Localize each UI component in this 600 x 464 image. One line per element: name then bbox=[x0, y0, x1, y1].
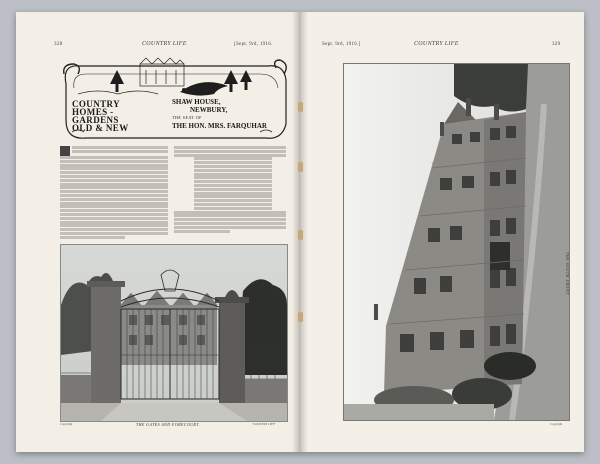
south-front-caption: THE SOUTH FRONT. bbox=[565, 252, 570, 296]
left-running-title: COUNTRY LIFE bbox=[142, 41, 187, 47]
masthead bbox=[60, 54, 292, 142]
series-title bbox=[72, 100, 152, 132]
gates-photo bbox=[60, 244, 288, 422]
drop-cap bbox=[60, 146, 70, 156]
house-name: SHAW HOUSE, bbox=[172, 98, 221, 106]
left-page-number: 328 bbox=[54, 42, 63, 47]
left-issue-date: [Sept. 9rd, 1916. bbox=[234, 42, 273, 47]
article-title bbox=[172, 98, 290, 130]
south-front-credit: Copyright bbox=[550, 422, 563, 426]
gates-caption: THE GATES AND FORECOURT. bbox=[136, 422, 200, 427]
binding-stitch bbox=[298, 162, 303, 172]
binding-stitch bbox=[298, 102, 303, 112]
right-issue-date: Sept. 9rd, 1916.] bbox=[322, 42, 361, 47]
south-front-photo bbox=[343, 63, 570, 421]
drop-cap-block bbox=[60, 146, 168, 156]
binding-stitch bbox=[298, 312, 303, 322]
owner-name: THE HON. MRS. FARQUHAR bbox=[172, 122, 267, 130]
binding-stitch bbox=[298, 230, 303, 240]
article-text-column-2 bbox=[174, 146, 286, 233]
right-running-title: COUNTRY LIFE bbox=[414, 41, 459, 47]
seat-line: THE SEAT OF bbox=[172, 115, 202, 120]
house-place: NEWBURY, bbox=[190, 106, 228, 114]
article-text-column-1 bbox=[60, 146, 168, 240]
series-line-4: OLD & NEW bbox=[72, 123, 129, 133]
right-page bbox=[300, 12, 584, 452]
series-line-3: GARDENS bbox=[72, 115, 119, 125]
left-photo-credit: Copyright bbox=[60, 422, 73, 426]
series-line-1: COUNTRY bbox=[72, 99, 120, 109]
right-photo-credit: "COUNTRY LIFE" bbox=[252, 422, 276, 426]
gates-illustration bbox=[61, 245, 287, 421]
south-front-illustration bbox=[344, 64, 569, 420]
magazine-spread bbox=[16, 12, 584, 452]
series-line-2: HOMES - bbox=[72, 107, 114, 117]
left-page bbox=[16, 12, 300, 452]
right-page-number: 329 bbox=[552, 42, 561, 47]
